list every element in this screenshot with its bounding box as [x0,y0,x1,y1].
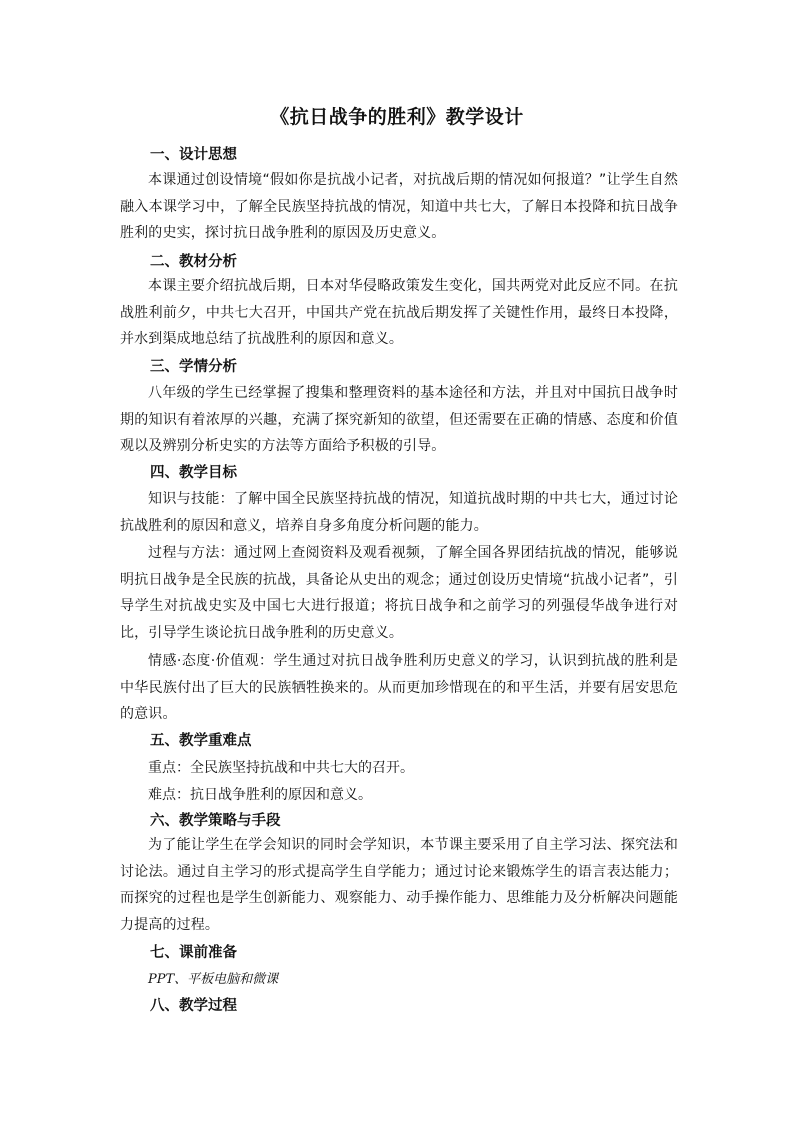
section-heading-student-analysis: 三、学情分析 [150,359,237,375]
paragraph-goal-emotion: 情感·态度·价值观：学生通过对抗日战争胜利历史意义的学习，认识到抗战的胜利是中华民族付出了巨大的民族牺牲换来的。从而更加珍惜现在的和平生活，并要有居安思危的意识。 [120,653,678,722]
paragraph-goal-process: 过程与方法：通过网上查阅资料及观看视频，了解全国各界团结抗战的情况，能够说明抗日战争是全民族的抗战，具备论从史出的观念；通过创设历史情境“抗战小记者”，引导学生对抗战史实及中国七大进行报道；将抗日战争和之前学习的列强侵华战争进行对比，引导学生谈论抗日战争胜利的历史意义。 [120,545,678,641]
section-heading-textbook-analysis: 二、教材分析 [150,254,237,270]
paragraph-design-idea: 本课通过创设情境“假如你是抗战小记者，对抗战后期的情况如何报道？”让学生自然融入本课学习中，了解全民族坚持抗战的情况，知道中共七大，了解日本投降和抗日战争胜利的史实，探讨抗日战争胜利的原因及历史意义。 [120,172,678,241]
section-heading-teaching-goals: 四、教学目标 [150,465,237,481]
line-key-point: 重点：全民族坚持抗战和中共七大的召开。 [148,760,414,776]
paragraph-textbook-analysis: 本课主要介绍抗战后期，日本对华侵略政策发生变化，国共两党对此反应不同。在抗战胜利前夕，中共七大召开，中国共产党在抗战后期发挥了关键性作用，最终日本投降，并水到渠成地总结了抗战胜利的原因和意义。 [120,278,678,347]
section-heading-teaching-process: 八、教学过程 [150,998,237,1014]
paragraph-strategy: 为了能让学生在学会知识的同时会学知识，本节课主要采用了自主学习法、探究法和讨论法。通过自主学习的形式提高学生自学能力；通过讨论来锻炼学生的语言表达能力；而探究的过程也是学生创新能力、观察能力、动手操作能力、思维能力及分析解决问题能力提高的过程。 [120,837,678,933]
section-heading-strategy: 六、教学策略与手段 [150,813,281,829]
section-heading-design-idea: 一、设计思想 [150,147,237,163]
document-title: 《抗日战争的胜利》教学设计 [270,106,524,128]
paragraph-goal-knowledge: 知识与技能：了解中国全民族坚持抗战的情况，知道抗战时期的中共七大，通过讨论抗战胜利的原因和意义，培养自身多角度分析问题的能力。 [120,491,678,534]
section-heading-key-points: 五、教学重难点 [150,733,252,749]
line-difficult-point: 难点：抗日战争胜利的原因和意义。 [148,787,372,803]
section-heading-preparation: 七、课前准备 [150,945,237,961]
paragraph-student-analysis: 八年级的学生已经掌握了搜集和整理资料的基本途径和方法，并且对中国抗日战争时期的知识有着浓厚的兴趣，充满了探究新知的欲望，但还需要在正确的情感、态度和价值观以及辨别分析史实的方法等方面给予积极的引导。 [120,385,678,454]
line-preparation: PPT、平板电脑和微课 [148,972,279,987]
